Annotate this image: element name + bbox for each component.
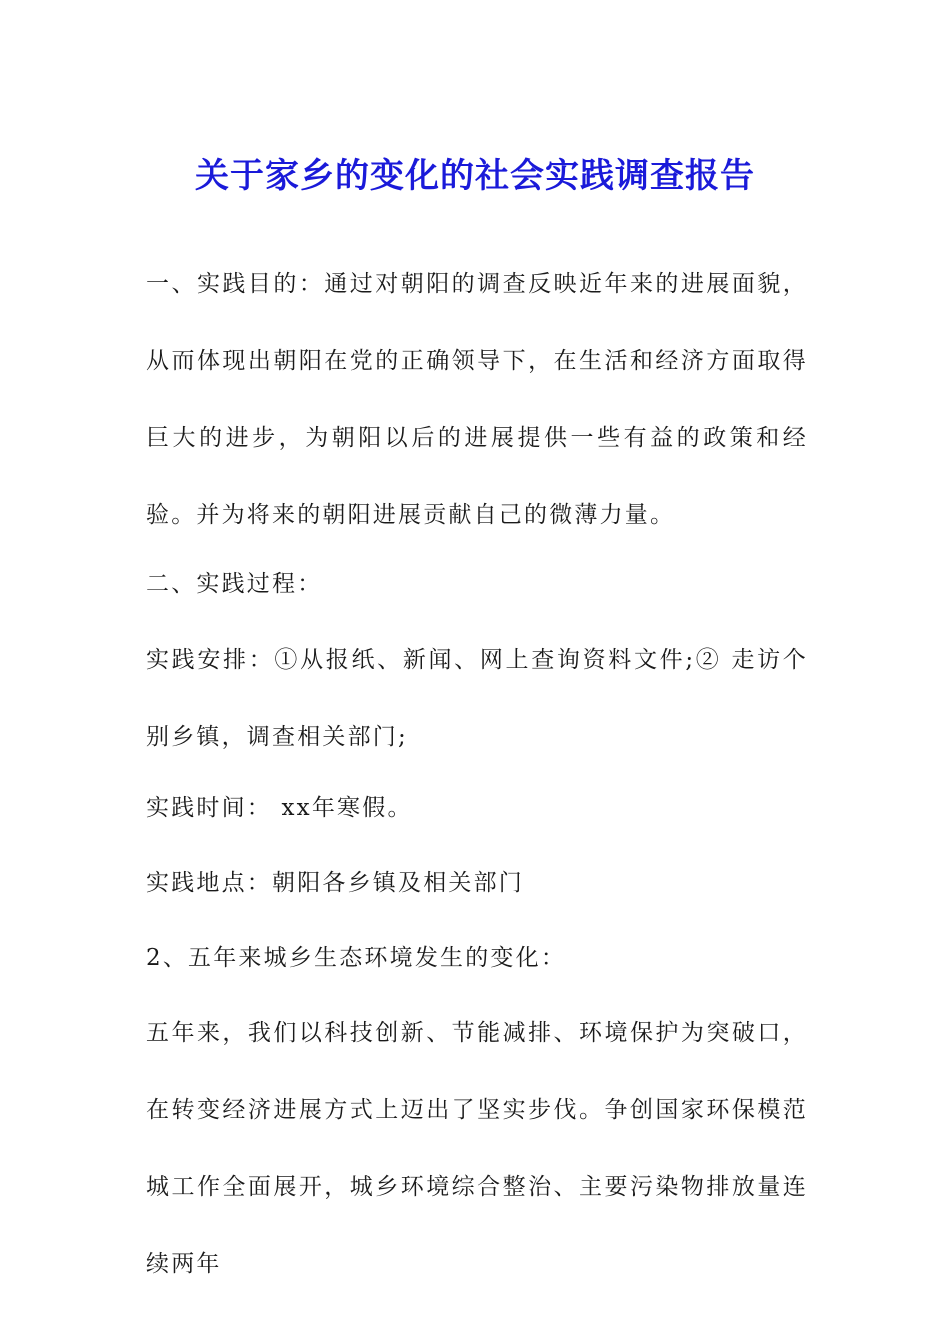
paragraph-purpose: 一、实践目的：通过对朝阳的调查反映近年来的进展面貌，从而体现出朝阳在党的正确领导下，在生活和经济方面取得巨大的进步，为朝阳以后的进展提供一些有益的政策和经验。并为将来的朝阳进展贡献自己的微薄力量。 [146, 271, 808, 528]
paragraph-time: 实践时间： xx年寒假。 [146, 795, 413, 821]
paragraph-environment-body: 五年来，我们以科技创新、节能减排、环境保护为突破口，在转变经济进展方式上迈出了坚实步伐。争创国家环保模范城工作全面展开，城乡环境综合整治、主要污染物排放量连续两年 [146, 1020, 808, 1277]
paragraph-environment-heading: 2、五年来城乡生态环境发生的变化： [146, 945, 567, 971]
document-title: 关于家乡的变化的社会实践调查报告 [195, 155, 755, 196]
paragraph-process-heading: 二、实践过程： [146, 571, 323, 597]
paragraph-arrangement: 实践安排：①从报纸、新闻、网上查询资料文件;② 走访个别乡镇，调查相关部门; [146, 647, 808, 750]
paragraph-location: 实践地点：朝阳各乡镇及相关部门 [146, 870, 524, 896]
